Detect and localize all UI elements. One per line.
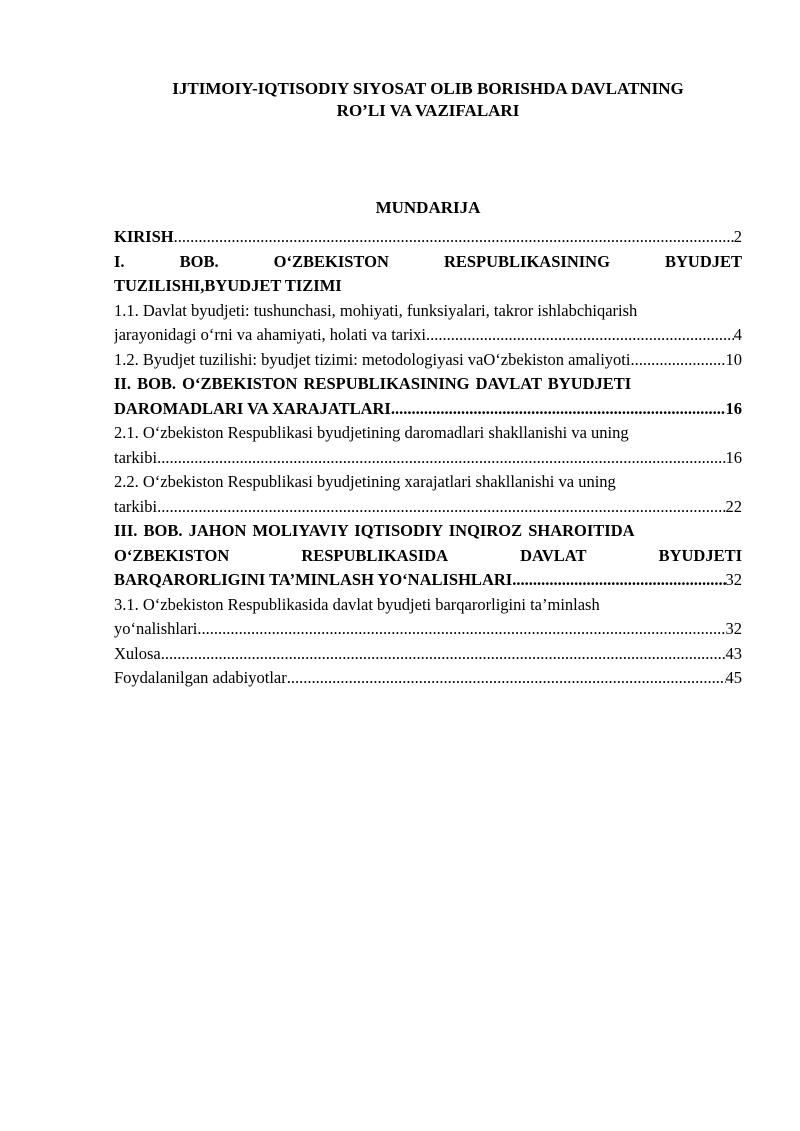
toc-chapter-1-line-2: TUZILISHI,BYUDJET TIZIMI [114,276,342,295]
toc-page-number: 32 [725,570,742,589]
toc-entry-label: 1.2. Byudjet tuzilishi: byudjet tizimi: metodologiyasi vaO‘zbekiston amaliyoti [114,349,631,369]
toc-chapter-1-line-1 [114,250,742,275]
toc-entry-2-2[interactable] [114,470,742,519]
toc-page-number: 10 [725,349,742,369]
toc-page-number: 4 [733,325,742,344]
toc-page-number: 43 [725,643,742,663]
toc-word: BYUDJET [664,251,742,271]
document-title-line-2: RO’LI VA VAZIFALARI [336,101,520,120]
toc-entry-3-1[interactable] [114,593,742,642]
toc-entry-2-1[interactable] [114,421,742,470]
document-page [114,78,742,691]
toc-word: BOB. [179,251,219,271]
toc-entry-line: 1.1. Davlat byudjeti: tushunchasi, mohiyati, funksiyalari, takror ishlabchiqarish [114,300,638,320]
toc-entry-line: jarayonidagi o‘rni va ahamiyati, holati va tarixi [114,325,427,344]
toc-entry-label: Xulosa [114,643,161,663]
toc-entry-line: tarkibi [114,447,158,467]
toc-page-number: 22 [725,496,742,516]
dot-leader [426,323,734,348]
toc-entry-label: Foydalanilgan adabiyotlar [114,668,287,687]
toc-entry-line: II. BOB. O‘ZBEKISTON RESPUBLIKASINING DAVLAT BYUDJETI [114,374,632,393]
toc-entry-1-2[interactable] [114,348,742,373]
toc-entry-line: III. BOB. JAHON MOLIYAVIY IQTISODIY INQIROZ SHAROITIDA [114,521,635,540]
toc-entry-line: 2.1. O‘zbekiston Respublikasi byudjetining daromadlari shakllanishi va uning [114,423,629,442]
toc-entry-line: 3.1. O‘zbekiston Respublikasida davlat byudjeti barqarorligini ta’minlash [114,594,600,614]
toc-entry-chapter-3[interactable] [114,519,742,593]
dot-leader [197,617,725,642]
toc-page-number: 2 [733,227,742,246]
toc-entry-adabiyotlar[interactable] [114,666,742,691]
toc-page-number: 16 [725,398,742,418]
toc-page-number: 45 [725,668,742,687]
toc-entry-line: yo‘nalishlari [114,619,198,638]
dot-leader [157,495,725,520]
toc-word: DAVLAT [520,545,587,565]
toc-word: RESPUBLIKASIDA [301,545,449,565]
toc-entry-1-1[interactable] [114,299,742,348]
toc-chapter-3-line-2 [114,544,742,569]
toc-entry-line: 2.2. O‘zbekiston Respublikasi byudjetining xarajatlari shakllanishi va uning [114,472,616,491]
toc-page-number: 16 [725,447,742,467]
dot-leader [512,568,725,593]
dot-leader [161,642,726,667]
toc-entry-xulosa[interactable] [114,642,742,667]
toc-word: O‘ZBEKISTON [273,251,389,271]
toc-entry-label: KIRISH [114,227,174,246]
dot-leader [391,397,726,422]
dot-leader [157,446,725,471]
document-title-line-1: IJTIMOIY-IQTISODIY SIYOSAT OLIB BORISHDA DAVLATNING [172,79,684,98]
table-of-contents [114,225,742,691]
dot-leader [174,225,734,250]
toc-entry-chapter-1[interactable] [114,250,742,299]
document-title [114,78,742,122]
toc-entry-kirish[interactable] [114,225,742,250]
dot-leader [630,348,725,373]
toc-entry-chapter-2[interactable] [114,372,742,421]
toc-word: I. [114,251,125,271]
toc-word: O‘ZBEKISTON [114,545,230,565]
toc-entry-line: tarkibi [114,496,158,516]
toc-word: BYUDJETI [658,545,742,565]
toc-heading: MUNDARIJA [375,198,481,217]
toc-entry-line: BARQARORLIGINI TA’MINLASH YO‘NALISHLARI [114,570,513,589]
toc-entry-line: DAROMADLARI VA XARAJATLARI [114,398,391,418]
dot-leader [287,666,726,691]
toc-word: RESPUBLIKASINING [443,251,610,271]
toc-page-number: 32 [725,619,742,638]
